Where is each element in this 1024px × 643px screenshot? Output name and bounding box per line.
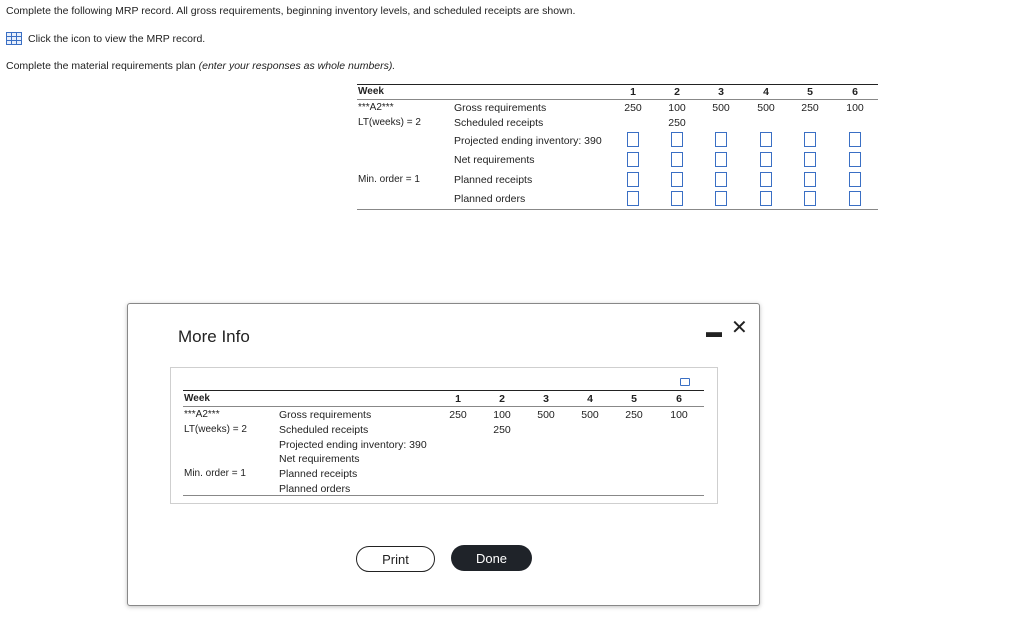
week-4-header: 4 (763, 86, 769, 98)
net-requirement-input-week-4[interactable] (760, 152, 772, 167)
week-3-header: 3 (718, 86, 724, 98)
panel-week-5-header: 5 (631, 393, 637, 405)
week-header: Week (358, 86, 384, 97)
gross-req-week-6: 100 (846, 102, 864, 114)
planned-receipt-input-week-5[interactable] (804, 172, 816, 187)
scheduled-receipt-week-2: 250 (668, 117, 686, 129)
week-6-header: 6 (852, 86, 858, 98)
panel-scheduled-receipt-week-2: 250 (493, 424, 511, 436)
projected-inventory-input-week-1[interactable] (627, 132, 639, 147)
lead-time-label: LT(weeks) = 2 (358, 117, 421, 128)
panel-gross-req-week-1: 250 (449, 409, 467, 421)
planned-order-input-week-5[interactable] (804, 191, 816, 206)
projected-inventory-input-week-2[interactable] (671, 132, 683, 147)
panel-header-rule (183, 406, 704, 407)
panel-week-4-header: 4 (587, 393, 593, 405)
panel-bottom-rule (183, 495, 704, 496)
print-button[interactable]: Print (356, 546, 435, 572)
projected-inventory-input-week-3[interactable] (715, 132, 727, 147)
mrp-record-link-text[interactable]: Click the icon to view the MRP record. (28, 32, 206, 45)
row-label-planned-receipts: Planned receipts (454, 174, 533, 186)
close-button[interactable]: ✕ (731, 317, 748, 339)
week-2-header: 2 (674, 86, 680, 98)
planned-receipt-input-week-3[interactable] (715, 172, 727, 187)
table-bottom-rule (357, 209, 878, 210)
panel-row-scheduled: Scheduled receipts (279, 424, 369, 436)
panel-gross-req-week-4: 500 (581, 409, 599, 421)
net-requirement-input-week-3[interactable] (715, 152, 727, 167)
gross-req-week-1: 250 (624, 102, 642, 114)
gross-req-week-2: 100 (668, 102, 686, 114)
row-label-scheduled: Scheduled receipts (454, 117, 544, 129)
panel-row-projected: Projected ending inventory: 390 (279, 439, 427, 451)
panel-item-label: ***A2*** (184, 409, 220, 420)
row-label-gross: Gross requirements (454, 102, 547, 114)
planned-order-input-week-4[interactable] (760, 191, 772, 206)
row-label-net: Net requirements (454, 154, 535, 166)
panel-gross-req-week-3: 500 (537, 409, 555, 421)
row-label-projected: Projected ending inventory: 390 (454, 135, 602, 147)
table-header-rule (357, 99, 878, 100)
week-5-header: 5 (807, 86, 813, 98)
plan-instruction: Complete the material requirements plan (enter your responses as whole numbers). (6, 60, 396, 72)
panel-row-net: Net requirements (279, 453, 360, 465)
done-button[interactable]: Done (451, 545, 532, 571)
gross-req-week-4: 500 (757, 102, 775, 114)
planned-receipt-input-week-2[interactable] (671, 172, 683, 187)
mrp-record-link[interactable] (6, 32, 205, 45)
planned-order-input-week-1[interactable] (627, 191, 639, 206)
panel-week-header: Week (184, 393, 210, 404)
projected-inventory-input-week-6[interactable] (849, 132, 861, 147)
gross-req-week-5: 250 (801, 102, 819, 114)
copy-icon[interactable] (680, 378, 690, 386)
item-label: ***A2*** (358, 102, 394, 113)
net-requirement-input-week-5[interactable] (804, 152, 816, 167)
week-1-header: 1 (630, 86, 636, 98)
net-requirement-input-week-1[interactable] (627, 152, 639, 167)
planned-order-input-week-2[interactable] (671, 191, 683, 206)
panel-week-6-header: 6 (676, 393, 682, 405)
projected-inventory-input-week-4[interactable] (760, 132, 772, 147)
panel-gross-req-week-2: 100 (493, 409, 511, 421)
planned-receipt-input-week-1[interactable] (627, 172, 639, 187)
panel-lead-time: LT(weeks) = 2 (184, 424, 247, 435)
net-requirement-input-week-2[interactable] (671, 152, 683, 167)
table-top-rule (357, 84, 878, 85)
panel-row-planned-orders: Planned orders (279, 483, 351, 495)
panel-min-order: Min. order = 1 (184, 468, 246, 479)
planned-order-input-week-3[interactable] (715, 191, 727, 206)
min-order-label: Min. order = 1 (358, 174, 420, 185)
panel-row-gross: Gross requirements (279, 409, 372, 421)
panel-row-planned-receipts: Planned receipts (279, 468, 358, 480)
net-requirement-input-week-6[interactable] (849, 152, 861, 167)
panel-week-3-header: 3 (543, 393, 549, 405)
planned-receipt-input-week-4[interactable] (760, 172, 772, 187)
gross-req-week-3: 500 (712, 102, 730, 114)
planned-order-input-week-6[interactable] (849, 191, 861, 206)
projected-inventory-input-week-5[interactable] (804, 132, 816, 147)
dialog-title: More Info (178, 327, 250, 346)
panel-top-rule (183, 390, 704, 391)
panel-week-1-header: 1 (455, 393, 461, 405)
table-icon[interactable] (6, 32, 22, 45)
panel-week-2-header: 2 (499, 393, 505, 405)
planned-receipt-input-week-6[interactable] (849, 172, 861, 187)
question-intro: Complete the following MRP record. All gross requirements, beginning inventory levels, and scheduled receipts are shown. (6, 5, 576, 17)
row-label-planned-orders: Planned orders (454, 193, 526, 205)
minimize-button[interactable]: ▬ (706, 324, 722, 341)
panel-gross-req-week-6: 100 (670, 409, 688, 421)
panel-gross-req-week-5: 250 (625, 409, 643, 421)
more-info-dialog (127, 303, 760, 606)
mrp-record-panel (170, 367, 718, 504)
